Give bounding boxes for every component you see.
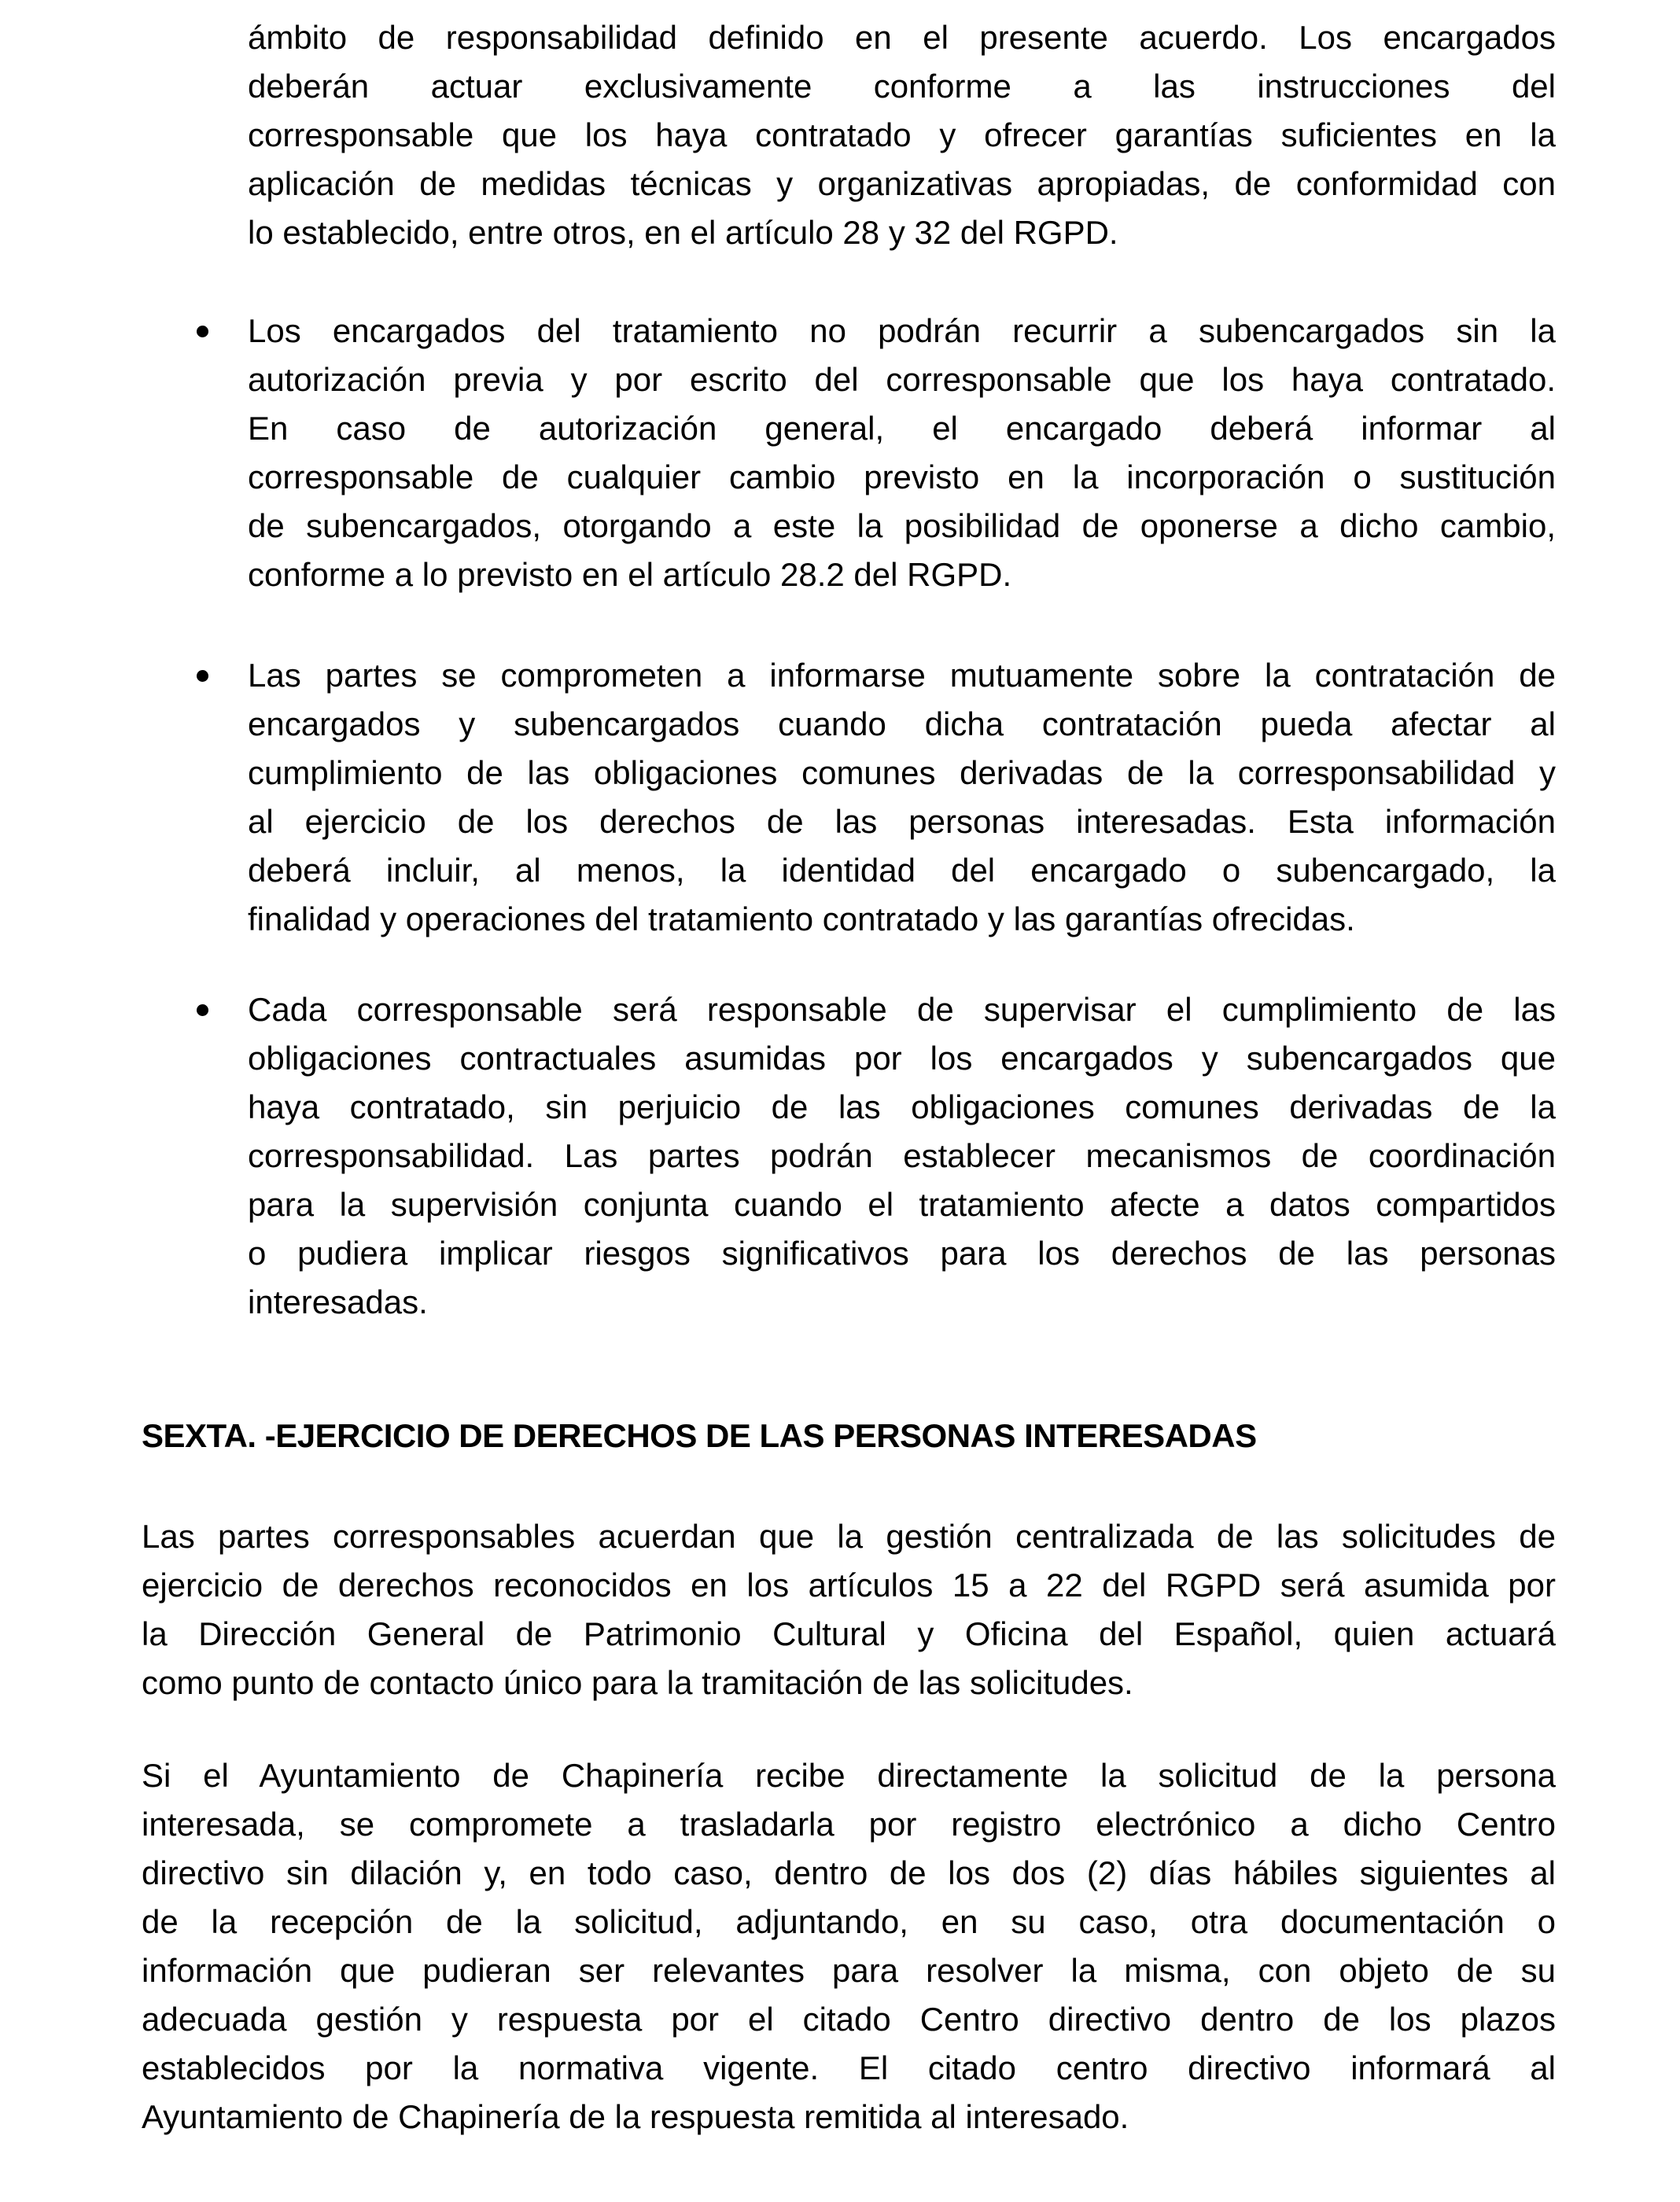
- paragraph-solicitudes: [142, 1512, 1556, 1707]
- section-heading-sexta: SEXTA. -EJERCICIO DE DERECHOS DE LAS PERSONAS INTERESADAS: [142, 1417, 1257, 1454]
- text-line: Si el Ayuntamiento de Chapinería recibe directamente la solicitud de la persona: [142, 1757, 1556, 1794]
- text-line: haya contratado, sin perjuicio de las obligaciones comunes derivadas de la: [248, 1088, 1556, 1125]
- paragraph-ayuntamiento: [142, 1751, 1556, 2141]
- text-block: [142, 13, 1556, 2141]
- text-line: autorización previa y por escrito del corresponsable que los haya contratado.: [248, 361, 1556, 398]
- text-line: información que pudieran ser relevantes para resolver la misma, con objeto de su: [142, 1952, 1556, 1989]
- bullet-icon: [197, 1004, 208, 1016]
- text-line: encargados y subencargados cuando dicha contratación pueda afectar al: [248, 705, 1556, 742]
- text-line: Las partes se comprometen a informarse mutuamente sobre la contratación de: [248, 657, 1556, 694]
- text-line: al ejercicio de los derechos de las personas interesadas. Esta información: [248, 803, 1556, 840]
- text-line: interesada, se compromete a trasladarla por registro electrónico a dicho Centro: [142, 1806, 1556, 1843]
- text-line: Cada corresponsable será responsable de supervisar el cumplimiento de las: [248, 991, 1556, 1028]
- text-line: de subencargados, otorgando a este la posibilidad de oponerse a dicho cambio,: [248, 507, 1556, 544]
- text-line: lo establecido, entre otros, en el artículo 28 y 32 del RGPD.: [248, 214, 1118, 251]
- text-line: En caso de autorización general, el encargado deberá informar al: [248, 410, 1556, 447]
- text-line: corresponsable de cualquier cambio previsto en la incorporación o sustitución: [248, 458, 1556, 495]
- text-line: corresponsable que los haya contratado y ofrecer garantías suficientes en la: [248, 116, 1556, 153]
- text-line: Las partes corresponsables acuerdan que la gestión centralizada de las solicitudes de: [142, 1518, 1556, 1555]
- bullet-item-informarse: [248, 651, 1556, 944]
- text-line: deberán actuar exclusivamente conforme a las instrucciones del: [248, 68, 1556, 105]
- text-line: la Dirección General de Patrimonio Cultural y Oficina del Español, quien actuará: [142, 1615, 1556, 1652]
- text-line: o pudiera implicar riesgos significativos para los derechos de las personas: [248, 1235, 1556, 1272]
- paragraph-continuation: [248, 13, 1556, 257]
- text-line: cumplimiento de las obligaciones comunes derivadas de la corresponsabilidad y: [248, 754, 1556, 791]
- text-line: obligaciones contractuales asumidas por los encargados y subencargados que: [248, 1040, 1556, 1077]
- text-line: Ayuntamiento de Chapinería de la respuesta remitida al interesado.: [142, 2098, 1129, 2135]
- bullet-icon: [197, 670, 208, 682]
- text-line: directivo sin dilación y, en todo caso, dentro de los dos (2) días hábiles siguientes al: [142, 1854, 1556, 1891]
- text-line: como punto de contacto único para la tramitación de las solicitudes.: [142, 1664, 1133, 1701]
- text-line: conforme a lo previsto en el artículo 28.2 del RGPD.: [248, 556, 1012, 593]
- text-line: interesadas.: [248, 1283, 428, 1320]
- text-line: establecidos por la normativa vigente. El citado centro directivo informará al: [142, 2049, 1556, 2086]
- text-line: de la recepción de la solicitud, adjuntando, en su caso, otra documentación o: [142, 1903, 1556, 1940]
- text-line: corresponsabilidad. Las partes podrán establecer mecanismos de coordinación: [248, 1137, 1556, 1174]
- bullet-item-supervisar: [248, 985, 1556, 1327]
- text-line: adecuada gestión y respuesta por el citado Centro directivo dentro de los plazos: [142, 2001, 1556, 2038]
- bullet-item-subencargados: [248, 307, 1556, 599]
- text-line: Los encargados del tratamiento no podrán recurrir a subencargados sin la: [248, 312, 1556, 349]
- text-line: para la supervisión conjunta cuando el tratamiento afecte a datos compartidos: [248, 1186, 1556, 1223]
- text-line: ejercicio de derechos reconocidos en los artículos 15 a 22 del RGPD será asumida por: [142, 1567, 1556, 1604]
- text-line: finalidad y operaciones del tratamiento contratado y las garantías ofrecidas.: [248, 900, 1355, 937]
- text-line: ámbito de responsabilidad definido en el presente acuerdo. Los encargados: [248, 19, 1556, 56]
- bullet-icon: [197, 326, 208, 337]
- text-line: deberá incluir, al menos, la identidad del encargado o subencargado, la: [248, 852, 1556, 889]
- text-line: aplicación de medidas técnicas y organizativas apropiadas, de conformidad con: [248, 165, 1556, 202]
